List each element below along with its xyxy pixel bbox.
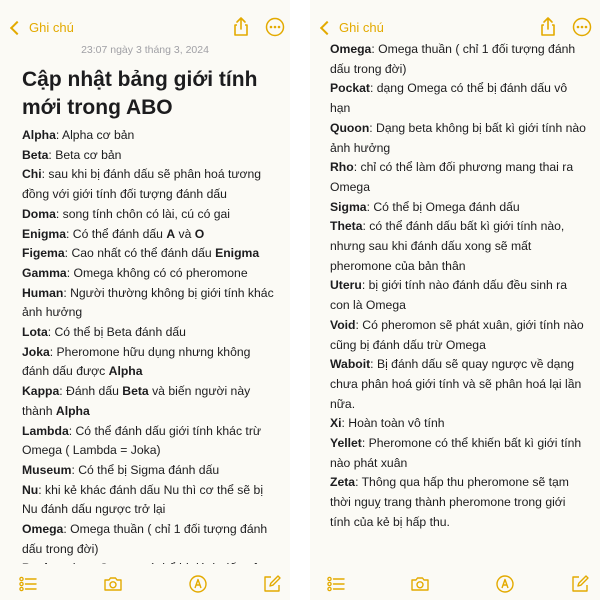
entry-quoon [330,119,586,158]
entry-term: Museum [22,462,72,477]
entry-human [22,284,276,323]
entry-term: Alpha [22,128,56,142]
entry-xi [330,414,586,434]
note-date: 23:07 ngày 3 tháng 3, 2024 [81,44,209,56]
entry-text: : sau khi bị đánh dấu sẽ phân hoá tương đồng với giới tính đối tượng đánh dấu [22,167,262,202]
entry-term: Sigma [330,199,367,214]
entry-kappa [22,382,276,421]
markup-icon[interactable] [188,574,208,594]
entry-text: : chỉ có thể làm đối phương mang thai ra Omega [330,160,574,194]
more-icon[interactable] [571,16,593,38]
entry-text: và biến người này thành [22,384,251,418]
entry-void [330,316,586,355]
entry-term: Waboit [330,357,371,372]
entry-highlight: Beta [122,384,149,399]
back-label: Ghi chú [29,20,74,35]
entry-text: : Hoàn toàn vô tính [341,416,445,431]
entry-term: Zeta [330,475,356,490]
entry-term: Nu [22,482,39,497]
entry-term: Kappa [22,384,60,399]
entry-text: : Đánh dấu [59,384,123,399]
note-panel-left [0,0,290,600]
entry-text: : Thông qua hấp thu pheromone sẽ tạm thời nguỵ trang thành pheromone trong giới tính của kẻ bị hấp thu. [330,475,569,529]
entry-term: Chi [22,167,42,182]
entry-alpha [22,126,276,146]
entry-text: : dạng Omega có thể bị đánh dấu vô hạn [330,81,568,116]
entry-text: : Dạng beta không bị bất kì giới tính nào ảnh hưởng [330,120,586,155]
nav-bar [0,0,290,40]
entry-term: Quoon [330,120,370,135]
entry-text: : Omega thuần ( chỉ 1 đối tượng đánh dấu trong đời) [22,522,268,556]
entry-text: : Omega thuần ( chỉ 1 đối tượng đánh dấu trong đời) [330,42,576,76]
note-panel-right [310,0,600,600]
entry-yellet [330,434,586,473]
camera-icon[interactable] [103,574,123,594]
bottom-toolbar [310,564,600,600]
entry-rho [330,158,586,197]
entry-lambda [22,422,276,461]
entry-zeta [330,473,586,532]
entry-museum [22,461,276,481]
entry-term: Omega [330,42,372,56]
entry-gamma [22,264,276,284]
entry-term: Yellet [330,436,362,451]
back-label: Ghi chú [339,20,384,35]
entry-list[interactable] [0,126,290,579]
checklist-icon[interactable] [326,574,346,594]
back-button[interactable] [10,20,74,35]
note-title: Cập nhật bảng giới tính mới trong ABO [22,68,258,119]
entry-sigma [330,198,586,218]
back-button[interactable] [320,20,384,35]
entry-omega [330,40,586,79]
chevron-left-icon [10,20,24,34]
entry-pockat [330,79,586,118]
entry-chi [22,165,276,204]
entry-term: Joka [22,344,50,359]
entry-term: Theta [330,219,363,234]
entry-text: : Omega không có có pheromone [66,265,248,280]
entry-highlight: Alpha [55,403,90,418]
entry-highlight: A [166,226,176,241]
entry-term: Enigma [22,226,67,241]
checklist-icon[interactable] [18,574,38,594]
entry-nu [22,481,276,520]
compose-icon[interactable] [570,574,590,594]
entry-omega [22,520,276,559]
entry-text: : Người thường không bị giới tính khác ảnh hưởng [22,285,274,320]
nav-bar [310,0,600,40]
entry-text: : Pheromone có thể khiến bất kì giới tính nào phát xuân [330,436,582,470]
more-icon[interactable] [264,16,286,38]
entry-uteru [330,276,586,315]
entry-term: Gamma [22,265,67,280]
entry-theta [330,217,586,276]
entry-text: : có thể đánh dấu bất kì giới tính nào, nhưng sau khi đánh dấu xong sẽ mất pheromone của bản thân [330,219,565,273]
camera-icon[interactable] [410,574,430,594]
entry-term: Rho [330,160,354,175]
entry-text: : Pheromone hữu dụng nhưng không đánh dấu được [22,344,251,379]
entry-term: Uteru [330,278,362,293]
entry-text: : Có thể đánh dấu [66,226,167,241]
entry-text: : khi kẻ khác đánh dấu Nu thì cơ thể sẽ bị Nu đánh dấu ngược trở lại [22,482,264,517]
entry-term: Doma [22,206,56,221]
entry-term: Xi [330,416,342,431]
entry-term: Beta [22,147,49,162]
entry-term: Void [330,317,356,332]
entry-text: : Có thể bị Beta đánh dấu [47,325,186,340]
entry-text: : Cao nhất có thể đánh dấu [64,246,216,261]
entry-enigma [22,225,276,245]
entry-term: Lota [22,325,48,340]
markup-icon[interactable] [495,574,515,594]
entry-text: : song tính chôn có lài, cú có gai [55,206,230,221]
entry-figema [22,244,276,264]
entry-lota [22,323,276,343]
entry-highlight: O [194,226,205,241]
entry-highlight: Alpha [108,364,143,379]
entry-text: : Alpha cơ bản [55,128,135,142]
entry-term: Figema [22,246,65,261]
share-icon[interactable] [537,16,559,38]
entry-text: : Có thể bị Omega đánh dấu [366,199,520,214]
entry-term: Pockat [330,81,370,96]
compose-icon[interactable] [262,574,282,594]
entry-beta [22,146,276,166]
entry-waboit [330,355,586,414]
entry-text: : Có thể đánh dấu giới tính khác trừ Omega ( Lambda = Joka) [22,423,262,458]
entry-text: : Beta cơ bản [48,147,122,162]
bottom-toolbar [0,564,290,600]
entry-text: : Bị đánh dấu sẽ quay ngược về dạng chưa phân hoá giới tính và sẽ phân hoá lại lần nữa. [330,357,582,411]
entry-text: : Có pheromon sẽ phát xuân, giới tính nào cũng bị đánh dấu trừ Omega [330,317,584,352]
entry-text: và [175,226,195,241]
entry-text: : Có thể bị Sigma đánh dấu [71,462,220,477]
entry-term: Omega [22,522,64,537]
chevron-left-icon [320,20,334,34]
entry-highlight: Enigma [215,246,260,261]
entry-joka [22,343,276,382]
panel-divider [290,0,310,600]
entry-term: Human [22,285,64,300]
entry-list[interactable] [310,40,600,533]
entry-doma [22,205,276,225]
share-icon[interactable] [230,16,252,38]
entry-term: Lambda [22,423,69,438]
entry-text: : bị giới tính nào đánh dấu đều sinh ra con là Omega [330,278,567,313]
